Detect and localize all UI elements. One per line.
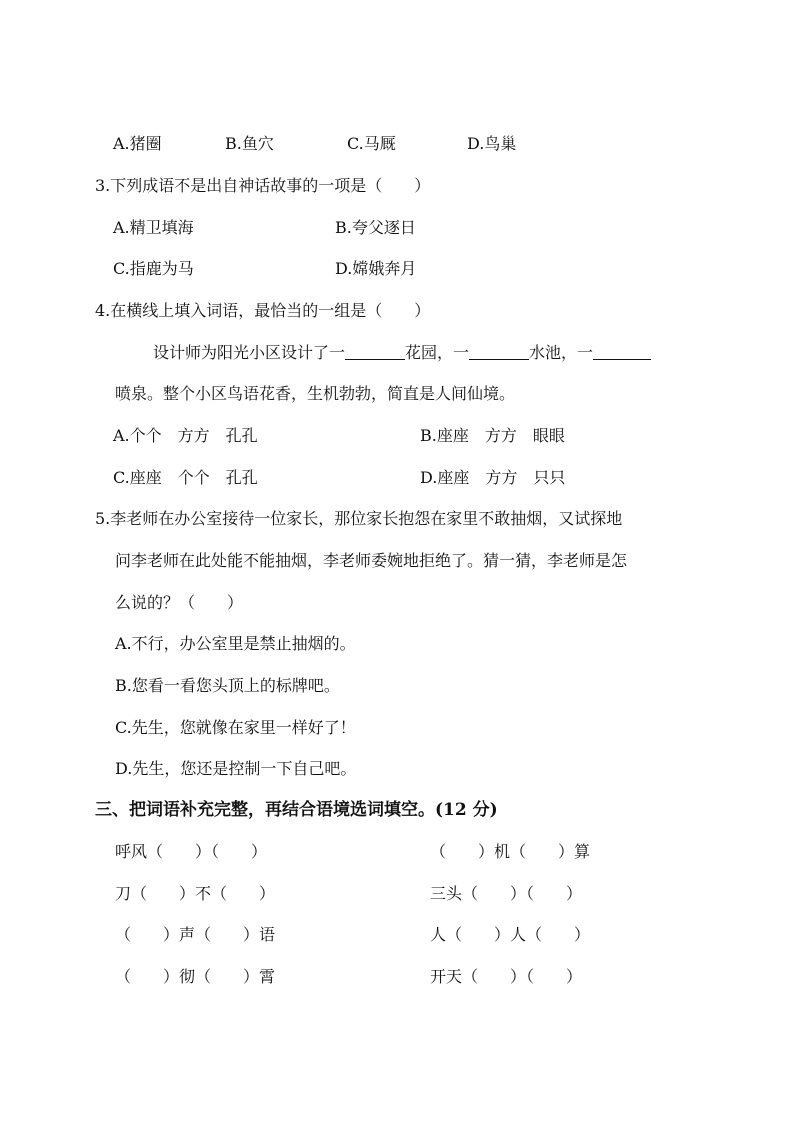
q5-stem-line3: 么说的？（ ） (115, 593, 244, 612)
q3-stem: 3.下列成语不是出自神话故事的一项是（ ） (95, 176, 431, 195)
q4-blank-1[interactable] (345, 343, 405, 360)
q5-stem-line1: 5.李老师在办公室接待一位家长，那位家长抱怨在家里不敢抽烟，又试探地 (95, 509, 623, 528)
idiom-item-1[interactable]: 呼风（ ）（ ） (115, 842, 268, 861)
idiom-item-8[interactable]: 开天（ ）（ ） (430, 967, 583, 986)
q4-blank-3[interactable] (593, 343, 651, 360)
q4-stem: 4.在横线上填入词语，最恰当的一组是（ ） (95, 301, 431, 320)
section3-heading: 三、把词语补充完整，再结合语境选词填空。(12 分) (95, 800, 498, 820)
q2-option-a: A.猪圈 (113, 134, 162, 153)
idiom-item-2[interactable]: （ ）机（ ）算 (430, 842, 591, 861)
q5-stem-line2: 问李老师在此处能不能抽烟，李老师委婉地拒绝了。猜一猜，李老师是怎 (115, 551, 628, 570)
q4-blank-2[interactable] (469, 343, 529, 360)
q4-passage-part1: 设计师为阳光小区设计了一 (153, 343, 346, 362)
idiom-item-6[interactable]: 人（ ）人（ ） (430, 925, 591, 944)
q4-passage-line2: 喷泉。整个小区鸟语花香，生机勃勃，简直是人间仙境。 (115, 384, 516, 403)
q5-option-c: C.先生，您就像在家里一样好了！ (115, 718, 356, 737)
q2-option-b: B.鱼穴 (225, 134, 274, 153)
q4-passage-part2: 花园，一 (405, 343, 470, 362)
q2-option-d: D.鸟巢 (467, 134, 517, 153)
q5-option-d: D.先生，您还是控制一下自己吧。 (115, 759, 357, 778)
idiom-item-5[interactable]: （ ）声（ ）语 (115, 925, 276, 944)
q4-option-c: C.座座 个个 孔孔 (113, 468, 258, 487)
q4-option-d: D.座座 方方 只只 (420, 468, 566, 487)
q5-option-a: A.不行，办公室里是禁止抽烟的。 (115, 634, 356, 653)
q4-option-b: B.座座 方方 眼眼 (420, 426, 565, 445)
q3-option-b: B.夸父逐日 (335, 218, 416, 237)
q4-option-a: A.个个 方方 孔孔 (113, 426, 258, 445)
idiom-item-3[interactable]: 刀（ ）不（ ） (115, 884, 276, 903)
q4-passage-line1 (153, 343, 651, 363)
q3-option-a: A.精卫填海 (113, 218, 194, 237)
q3-option-c: C.指鹿为马 (113, 259, 194, 278)
q4-passage-part3: 水池，一 (529, 343, 594, 362)
q2-option-c: C.马厩 (347, 134, 396, 153)
idiom-item-7[interactable]: （ ）彻（ ）霄 (115, 967, 276, 986)
idiom-item-4[interactable]: 三头（ ）（ ） (430, 884, 583, 903)
q5-option-b: B.您看一看您头顶上的标牌吧。 (115, 676, 340, 695)
q3-option-d: D.嫦娥奔月 (335, 259, 417, 278)
